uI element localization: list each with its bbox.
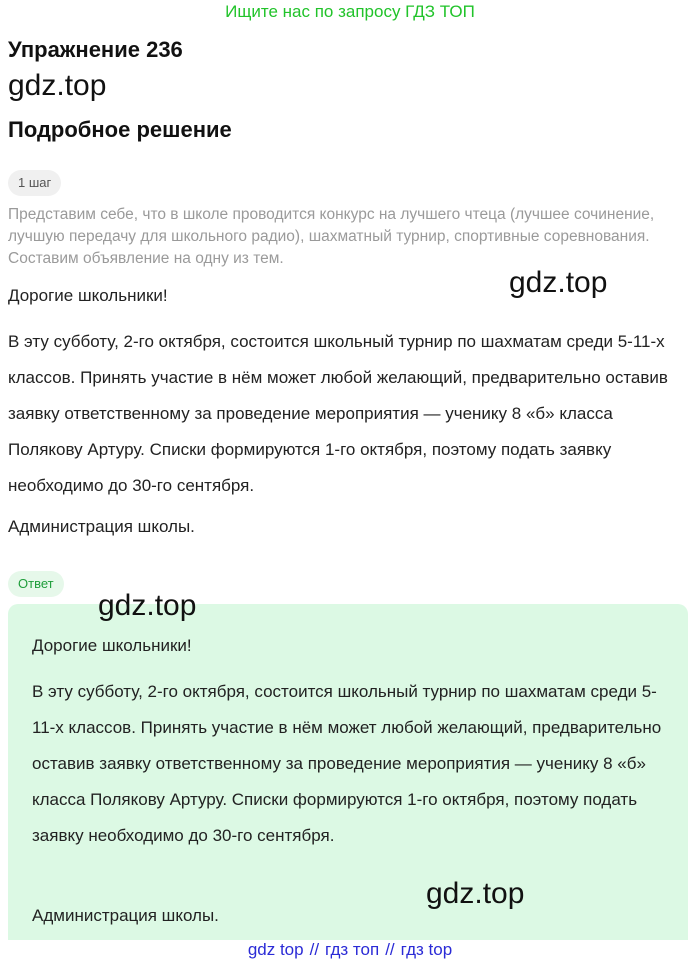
step-intro-text: Представим себе, что в школе проводится конкурс на лучшего чтеца (лучшее сочинение, лучшую передачу для школьного радио), шахматный турнир, спортивные соревнования. Составим объявление на одну из тем. (8, 206, 655, 267)
exercise-title: Упражнение 236 (8, 37, 183, 62)
answer-badge: Ответ (8, 571, 64, 597)
watermark: gdz.top (98, 589, 197, 622)
footer-link[interactable]: gdz top (247, 940, 304, 959)
footer-links (0, 938, 700, 962)
footer-link[interactable]: гдз top (400, 940, 453, 959)
answer-signature: Администрация школы. (32, 906, 219, 925)
watermark: gdz.top (8, 69, 107, 102)
section-title: Подробное решение (8, 117, 232, 142)
answer-box (8, 604, 688, 940)
answer-body: В эту субботу, 2-го октября, состоится школьный турнир по шахматам среди 5-11-х классов. Принять участие в нём может любой желающий, предварительно оставив заявку ответственному за проведение мероприятия — ученику 8 «б» класса Полякову Артуру. Списки формируются 1-го октября, поэтому подать заявку необходимо до 30-го сентября. (32, 682, 662, 845)
footer-separator: // (309, 940, 320, 959)
watermark: gdz.top (509, 266, 608, 299)
watermark: gdz.top (426, 877, 525, 910)
solution-body: В эту субботу, 2-го октября, состоится школьный турнир по шахматам среди 5-11-х классов. Принять участие в нём может любой желающий, предварительно оставив заявку ответственному за проведение мероприятия — ученику 8 «б» класса Полякову Артуру. Списки формируются 1-го октября, поэтому подать заявку необходимо до 30-го сентября. (8, 332, 668, 495)
step-badge: 1 шаг (8, 170, 61, 196)
solution-salutation: Дорогие школьники! (8, 286, 168, 305)
solution-signature: Администрация школы. (8, 517, 195, 536)
answer-salutation: Дорогие школьники! (32, 636, 192, 655)
search-banner: Ищите нас по запросу ГДЗ ТОП (225, 2, 475, 21)
footer-separator: // (385, 940, 395, 959)
footer-link[interactable]: гдз топ (325, 940, 380, 959)
